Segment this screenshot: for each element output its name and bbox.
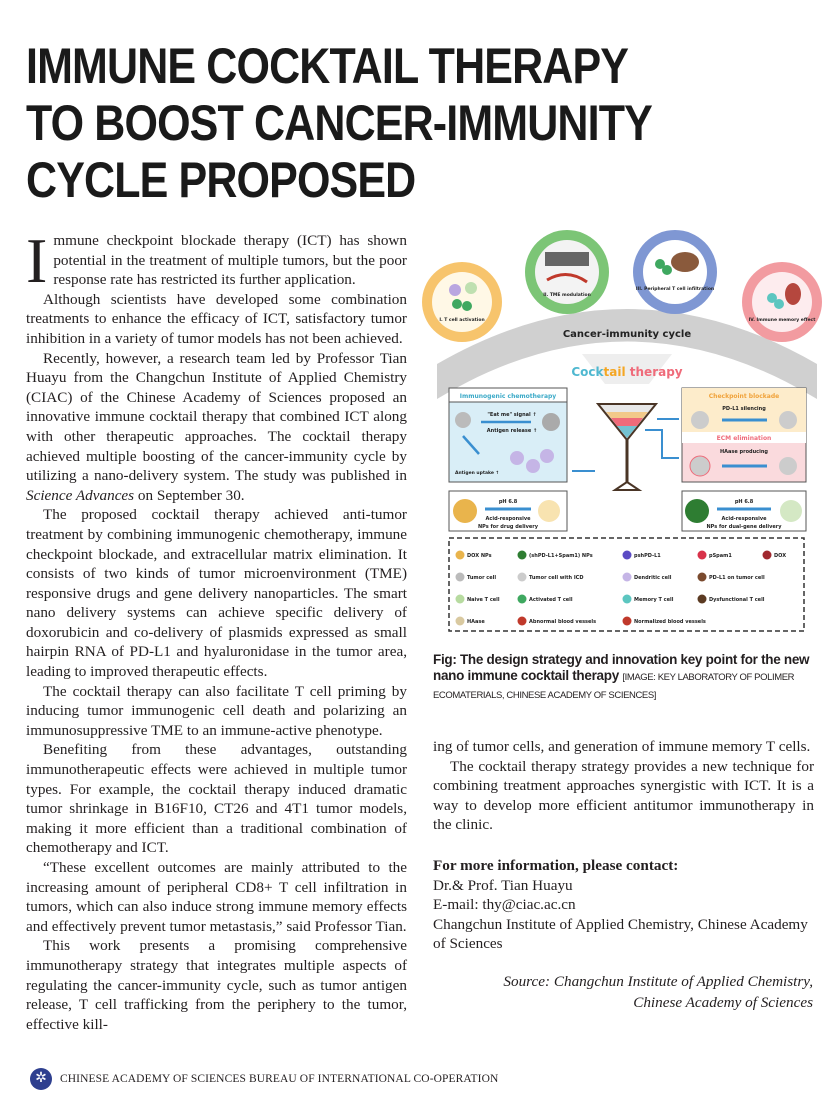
legend-label: Activated T cell	[529, 597, 573, 603]
legend-swatch	[518, 617, 527, 626]
contact-organization: Changchun Institute of Applied Chemistry, Chinese Academy of Sciences	[433, 915, 808, 953]
haase-producing-label: HAase producing	[720, 449, 768, 455]
legend-label: Abnormal blood vessels	[529, 619, 597, 625]
contact-email[interactable]: E-mail: thy@ciac.ac.cn	[433, 896, 576, 914]
panel-immunogenic-chemotherapy	[449, 388, 567, 482]
legend-label: PD-L1 on tumor cell	[709, 575, 765, 581]
legend-swatch	[623, 595, 632, 604]
cocktail-title	[571, 365, 682, 379]
paragraph-1-text: mmune checkpoint blockade therapy (ICT) has shown potential in the treatment of multiple tumors, but the poor response rate has restricted its further application.	[53, 232, 407, 289]
drop-cap: I	[26, 225, 48, 296]
paragraph-3-text-b: on September 30.	[134, 486, 245, 504]
paragraph-3	[26, 349, 407, 506]
source-line-1: Source: Changchun Institute of Applied Chemistry,	[503, 973, 813, 990]
paragraph-5: The cocktail therapy can also facilitate T cell priming by inducing tumor immunogenic cell death and polarizing an immunosuppressive TME to an immune-active phenotype.	[26, 682, 407, 739]
left-np-label-1: Acid-responsive	[485, 516, 531, 522]
ecm-elimination-title: ECM elimination	[716, 435, 772, 442]
figure-diagram	[417, 224, 837, 640]
gear-4	[742, 262, 822, 342]
eat-me-signal-label: "Eat me" signal ↑	[487, 412, 537, 418]
cocktail-title-part-2: tail	[603, 365, 626, 379]
legend-label: (shPD-L1+Spam1) NPs	[529, 553, 593, 559]
cas-logo-icon	[30, 1068, 52, 1090]
headline-line-1: IMMUNE COCKTAIL THERAPY	[26, 38, 629, 94]
legend-swatch	[623, 573, 632, 582]
antigen-uptake-label: Antigen uptake ↑	[455, 471, 500, 476]
source-line-2: Chinese Academy of Sciences	[633, 994, 813, 1011]
paragraph-8: This work presents a promising comprehensive immunotherapy strategy that integrates multiple aspects of regulating the cancer-immunity cycle, such as tumor antigen release, T cell trafficking from the periphery to the tumor, effective kill-	[26, 937, 407, 1033]
figure-caption	[433, 652, 823, 704]
legend-label: Dendritic cell	[634, 575, 672, 581]
legend-swatch	[456, 573, 465, 582]
paragraph-7: “These excellent outcomes are mainly attributed to the increasing amount of peripheral CD8+ T cell infiltration in tumors, which can also induce strong immune memory effects and effectively prevent tumor metastasis,” said Professor Tian.	[26, 859, 407, 935]
cycle-label: Cancer-immunity cycle	[562, 329, 692, 340]
legend-label: DOX	[774, 553, 787, 559]
legend-label: DOX NPs	[467, 553, 492, 559]
legend-swatch	[698, 551, 707, 560]
paragraph-8-continued: ing of tumor cells, and generation of immune memory T cells.	[433, 738, 811, 755]
legend-swatch	[456, 551, 465, 560]
legend-label: Dysfunctional T cell	[709, 597, 765, 603]
cocktail-glass-icon	[598, 404, 656, 490]
paragraph-9: The cocktail therapy strategy provides a new technique for combining treatment approaches synergistic with ICT. It is a way to develop more efficient antitumor immunotherapy in the clinic.	[433, 757, 814, 834]
gear-3	[633, 230, 717, 314]
headline-line-2: TO BOOST CANCER-IMMUNITY	[26, 95, 652, 151]
legend-swatch	[456, 595, 465, 604]
legend-swatch	[623, 617, 632, 626]
legend-label: Normalized blood vessels	[634, 619, 706, 625]
legend-label: pSpam1	[709, 553, 732, 559]
paragraph-3-text-a: Recently, however, a research team led by Professor Tian Huayu from the Changchun Institute of Applied Chemistry (CIAC) of the Chinese Academy of Sciences proposed an innovative immune cocktail therapy that combined ICT along with other therapeutic approaches. The cocktail therapy achieved multiple boosting of the cancer-immunity cycle by utilizing a nano-delivery system. The study was published in	[26, 349, 407, 485]
figure-cocktail-therapy	[417, 224, 837, 640]
gear-2-label: II. TME modulation	[543, 293, 591, 298]
left-np-ph: pH 6.8	[498, 499, 518, 505]
footer	[30, 1068, 498, 1090]
pdl1-silencing-label: PD-L1 silencing	[722, 406, 766, 412]
legend-swatch	[518, 573, 527, 582]
legend-swatch	[518, 551, 527, 560]
legend-swatch	[698, 573, 707, 582]
np-box-dual-gene-delivery	[682, 491, 806, 531]
journal-name: Science Advances	[26, 486, 135, 504]
gear-1	[422, 262, 502, 342]
headline	[26, 38, 714, 209]
checkpoint-blockade-title: Checkpoint blockade	[708, 393, 780, 400]
article-column-right	[433, 737, 814, 835]
gear-4-label: IV. Immune memory effect	[748, 318, 816, 323]
right-np-ph: pH 6.8	[734, 499, 754, 505]
np-box-drug-delivery	[449, 491, 567, 531]
cocktail-title-part-1: Cock	[571, 365, 604, 379]
panel-left-title: Immunogenic chemotherapy	[459, 393, 557, 400]
contact-block	[433, 856, 823, 954]
legend-label: HAase	[467, 619, 485, 625]
legend-swatch	[456, 617, 465, 626]
panel-checkpoint-ecm	[682, 388, 806, 482]
paragraph-6: Benefiting from these advantages, outstanding immunotherapeutic effects were achieved in multiple tumor types. For example, the cocktail therapy induced dramatic tumor shrinkage in B16F10, CT26 and 4T1 tumor models, making it more efficient than a traditional combination of chemotherapy and ICT.	[26, 741, 407, 857]
arrow-right-bottom	[645, 430, 679, 458]
paragraph-1	[26, 225, 407, 296]
legend-swatch	[518, 595, 527, 604]
source-credit	[503, 971, 813, 1013]
contact-name: Dr.& Prof. Tian Huayu	[433, 876, 573, 894]
footer-organization: CHINESE ACADEMY OF SCIENCES BUREAU OF INTERNATIONAL CO-OPERATION	[60, 1073, 499, 1085]
paragraph-2: Although scientists have developed some combination treatments to enhance the efficacy of ICT, satisfactory tumor inhibition in a variety of tumor models has not been achieved.	[26, 290, 407, 347]
legend-swatch	[623, 551, 632, 560]
headline-line-3: CYCLE PROPOSED	[26, 152, 416, 208]
gear-2	[525, 230, 609, 314]
legend-label: Memory T cell	[634, 597, 674, 603]
gear-1-label: I. T cell activation	[439, 318, 485, 323]
legend-swatch	[698, 595, 707, 604]
contact-heading: For more information, please contact:	[433, 857, 679, 874]
article-column-left	[26, 225, 407, 1034]
legend-swatch	[763, 551, 772, 560]
right-np-label-1: Acid-responsive	[721, 516, 767, 522]
antigen-release-label: Antigen release ↑	[486, 428, 538, 434]
caption-text: Fig: The design strategy and innovation key point for the new nano immune cocktail therapy	[433, 652, 810, 683]
paragraph-4: The proposed cocktail therapy achieved anti-tumor treatment by combining immunogenic chemotherapy, immune checkpoint blockade, and extracellular matrix elimination. It consists of two kinds of tumor microenvironment (TME) responsive drugs and gene delivery nanoparticles. The smart nano delivery systems can achieve specific delivery of doxorubicin and co-delivery of plasmids expressed as small hairpin RNA of PD-L1 and hyaluronidase in the tumor area, leading to improved therapeutic effects.	[26, 506, 407, 681]
legend-label: pshPD-L1	[634, 553, 661, 559]
gear-3-label: III. Peripheral T cell infiltration	[635, 287, 715, 292]
right-np-label-2: NPs for dual-gene delivery	[706, 524, 782, 530]
left-np-label-2: NPs for drug delivery	[478, 524, 538, 530]
caption-credit: [IMAGE: KEY LABORATORY OF POLIMER ECOMATERIALS, CHINESE ACADEMY OF SCIENCES]	[433, 672, 795, 701]
legend-label: Naive T cell	[467, 597, 500, 603]
legend-label: Tumor cell	[467, 575, 497, 581]
legend-label: Tumor cell with ICD	[529, 575, 584, 581]
cocktail-title-part-3: therapy	[625, 365, 683, 379]
